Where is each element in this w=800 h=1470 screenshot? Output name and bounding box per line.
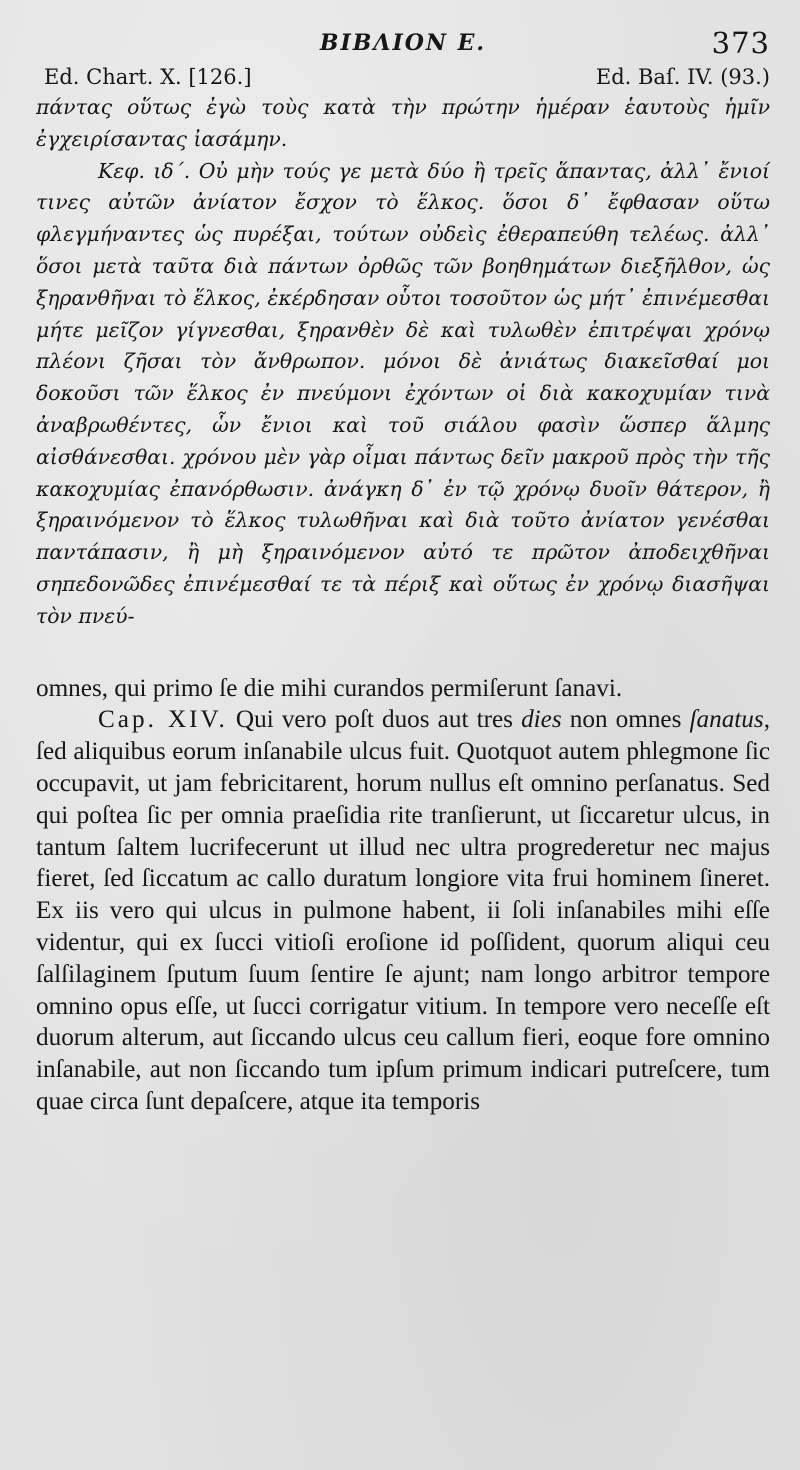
edition-right: Ed. Baſ. IV. (93.) xyxy=(595,65,770,89)
greek-text xyxy=(36,92,770,633)
latin-italic-sanatus: ſanatus xyxy=(689,706,764,734)
greek-paragraph-2 xyxy=(36,156,770,633)
latin-italic-dies: dies xyxy=(521,706,562,734)
running-head xyxy=(36,22,770,62)
latin-text-run-c: , ſed aliquibus eorum inſanabile ulcus fuit. Quotquot autem phlegmone ſic occupavit, ut jam febricitarent, horum nullus eſt omnino perſanatus. Sed qui poſtea ſic per omnia praeſidia rite tranſierunt, ut ſiccaretur ulcus, in tantum ſaltem lucrifecerunt ut illud nec ultra progrederetur nec majus fieret, ſed ſiccatum ac callo duratum longiore vita frui hominem ſineret. Ex iis vero qui ulcus in pulmone habent, ii ſoli inſanabiles mihi eſſe videntur, qui ex ſucci vitioſi eroſione id poſſident, quorum aliqui ceu ſalſilaginem ſputum ſuum ſentire ſe ajunt; nam longo arbitror tempore omnino opus eſſe, ut ſucci corrigatur vitium. In tempore vero neceſſe eſt duorum alterum, aut ſiccando ulcus ceu callum fieri, eoque fore omnino inſanabile, aut non ſiccando tum ipſum primum indicari putreſcere, tum quae circa ſunt depaſcere, atque ita temporis xyxy=(36,706,771,1115)
latin-paragraph-1: omnes, qui primo ſe die mihi curandos permiſerunt ſanavi. xyxy=(36,674,623,702)
greek-paragraph-1: πάντας οὕτως ἐγὼ τοὺς κατὰ τὴν πρώτην ἡμέραν ἑαυτοὺς ἡμῖν ἐγχειρίσαντας ἰασάμην. xyxy=(36,95,770,151)
edition-references xyxy=(36,62,770,92)
greek-paragraph-2-text: Οὐ μὴν τούς γε μετὰ δύο ἢ τρεῖς ἅπαντας, ἀλλ᾽ ἔνιοί τινες αὐτῶν ἀνίατον ἔσχον τὸ ἕλκος. ὅσοι δ᾽ ἔφθασαν οὕτω φλεγμήναντες ὡς πυρέξαι, τούτων οὐδεὶς ἐθεραπεύθη τελέως. ἀλλ᾽ ὅσοι μετὰ ταῦτα διὰ πάντων ὀρθῶς τῶν βοηθημάτων διεξῆλθον, ὡς ξηρανθῆναι τὸ ἕλκος, ἐκέρδησαν οὗτοι τοσοῦτον ὡς μήτ᾽ ἐπινέμεσθαι μήτε μεῖζον γίγνεσθαι, ξηρανθὲν δὲ καὶ τυλωθὲν ἐπιτρέψαι χρόνῳ πλέονι ζῆσαι τὸν ἄνθρωπον. μόνοι δὲ ἀνιάτως διακεῖσθαί μοι δοκοῦσι τῶν ἕλκος ἐν πνεύμονι ἐχόντων οἱ διὰ κακοχυμίαν τινὰ ἀναβρωθέντες, ὧν ἔνιοι καὶ τοῦ σιάλου φασὶν ὥσπερ ἅλμης αἰσθάνεσθαι. χρόνου μὲν γὰρ οἶμαι πάντως δεῖν μακροῦ πρὸς τὴν τῆς κακοχυμίας ἐπανόρθωσιν. ἀνάγκη δ᾽ ἐν τῷ χρόνῳ δυοῖν θάτερον, ἢ ξηραινόμενον τὸ ἕλκος τυλωθῆναι καὶ διὰ τοῦτο ἀνίατον γενέσθαι παντάπασιν, ἢ μὴ ξηραινόμενον αὐτό τε πρῶτον ἀποδειχθῆναι σηπεδονῶδες ἐπινέμεσθαί τε τὰ πέριξ καὶ οὕτως ἐν χρόνῳ διασῆψαι τὸν πνεύ- xyxy=(36,158,770,628)
edition-left: Ed. Chart. X. [126.] xyxy=(44,65,252,89)
page-number: 373 xyxy=(711,26,770,60)
latin-paragraph-2 xyxy=(36,704,770,1117)
latin-text-run-b: non omnes xyxy=(561,706,690,734)
latin-text-run-a: Qui vero poſt duos aut tres xyxy=(227,706,522,734)
latin-chapter-head: Cap. XIV. xyxy=(98,706,228,734)
latin-text xyxy=(36,673,770,1118)
greek-chapter-head: Κεφ. ιδ΄. xyxy=(98,158,191,183)
running-title: ΒΙΒΛΙΟΝ Ε. xyxy=(319,30,487,56)
